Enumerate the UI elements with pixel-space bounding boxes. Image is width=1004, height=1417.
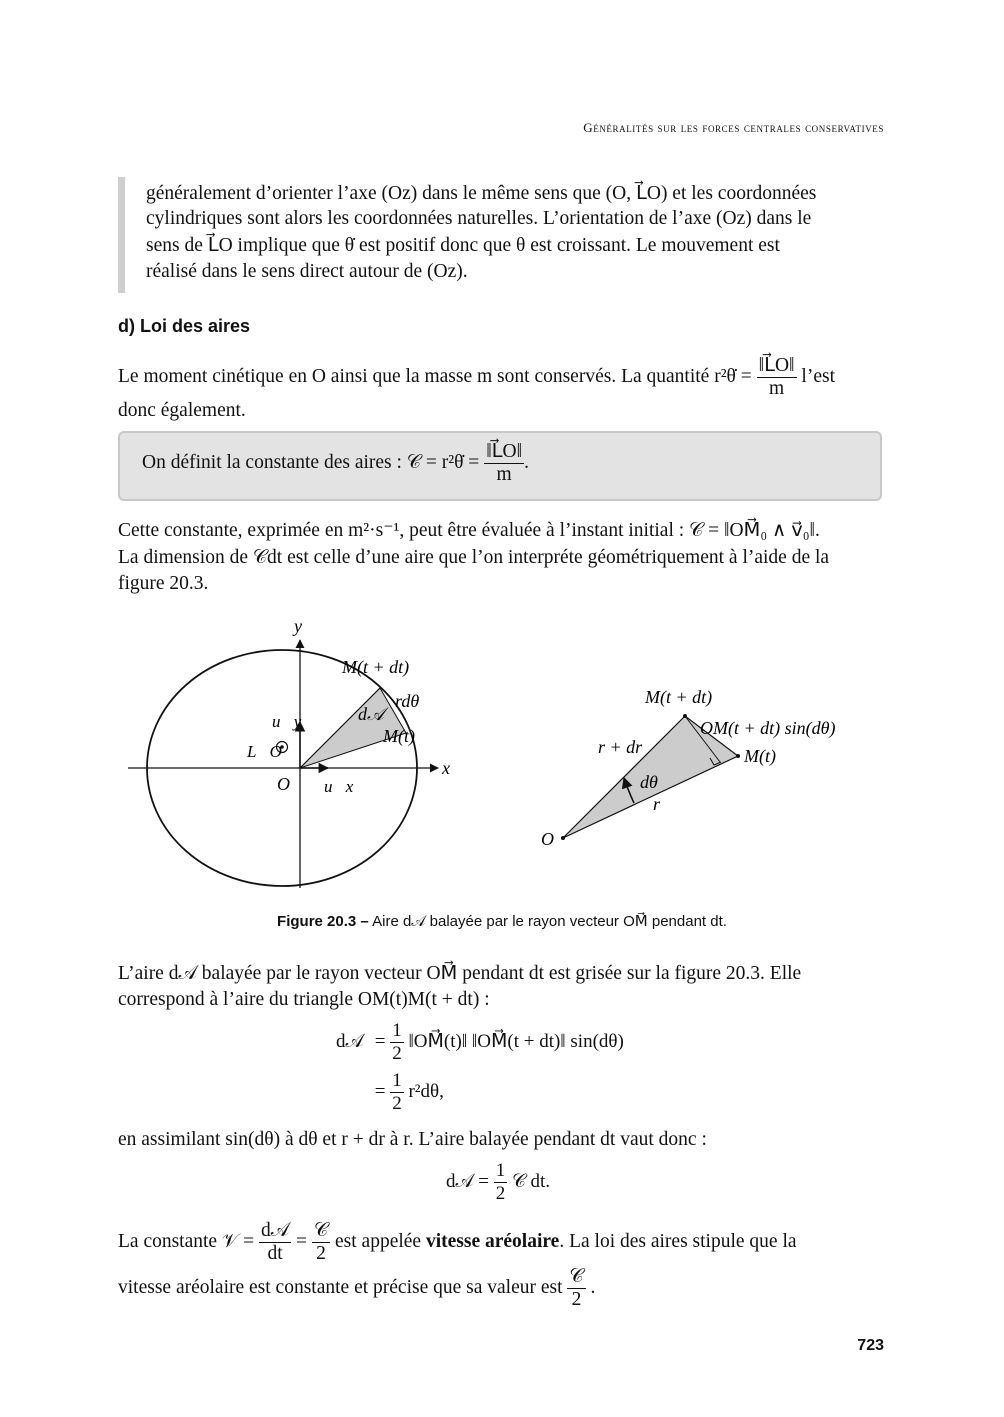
para5-line2-end: .: [590, 1276, 596, 1298]
frac-den: 2: [316, 1243, 326, 1264]
frac-num: 1: [495, 1160, 506, 1181]
label-dA: d𝒜: [358, 704, 385, 724]
label-m-t-right: M(t): [744, 746, 776, 766]
label-lo: L⃗O: [247, 742, 282, 761]
para5-end: . La loi des aires stipule que la: [559, 1230, 797, 1252]
para5-fraction1: [259, 1220, 291, 1265]
para5-middle: est appelée: [335, 1230, 422, 1252]
eq1-rhs1: ‖OM⃗(t)‖ ‖OM⃗(t + dt)‖ sin(dθ): [408, 1030, 624, 1052]
frac-den: 2: [392, 1043, 402, 1064]
para1-fraction: [757, 355, 797, 400]
equation1-line1: [336, 1020, 624, 1065]
para1-text: Le moment cinétique en O ainsi que la masse m sont conservés. La quantité r²θ̇ =: [118, 365, 752, 387]
label-r-plus-dr: r + dr: [598, 737, 643, 757]
quote-line: généralement d’orienter l’axe (Oz) dans le même sens que (O, L⃗O) et les coordonnées: [146, 183, 817, 204]
label-x: x: [442, 758, 450, 778]
para3-line: L’aire d𝒜 balayée par le rayon vecteur OM⃗ pendant dt est grisée sur la figure 20.3. Elle: [118, 963, 802, 984]
frac-num: ‖L⃗O‖: [758, 355, 795, 376]
definition-end: .: [524, 451, 529, 473]
label-m-t-dt: M(t + dt): [342, 657, 410, 677]
point-o: [561, 836, 565, 840]
definition-label: On définit la constante des aires : 𝒞 = r²θ̇ =: [142, 451, 480, 473]
label-rdtheta: rdθ: [395, 691, 420, 711]
para3-line: correspond à l’aire du triangle OM(t)M(t + dt) :: [118, 989, 490, 1010]
equation2: [446, 1160, 550, 1205]
label-uy: u⃗y: [272, 712, 302, 731]
para2-line: figure 20.3.: [118, 573, 209, 594]
para5-bold: vitesse aréolaire: [425, 1230, 560, 1252]
para5-fraction2: [312, 1220, 330, 1265]
frac-den: 2: [571, 1289, 582, 1310]
definition-box: [118, 431, 882, 501]
eq2-fraction: [494, 1160, 508, 1205]
para2-line: La dimension de 𝒞dt est celle d’une aire que l’on interpréte géométriquement à l’aide de la: [118, 547, 830, 568]
frac-num: 𝒞: [313, 1220, 329, 1241]
label-r: r: [653, 794, 661, 814]
equation1-line2: [336, 1070, 444, 1115]
para1-line1: [118, 355, 888, 400]
para2-line: Cette constante, exprimée en m²·s⁻¹, peut être évaluée à l’instant initial : 𝒞 = ‖OM⃗₀ ∧ v⃗₀‖.: [118, 520, 820, 541]
definition-fraction: [484, 441, 524, 486]
frac-num: ‖L⃗O‖: [486, 441, 523, 462]
eq1-fraction: [390, 1020, 404, 1065]
section-title: d) Loi des aires: [118, 316, 251, 336]
frac-num: d𝒜: [260, 1220, 290, 1241]
eq2-lhs: d𝒜 =: [446, 1170, 489, 1192]
eq2-rhs: 𝒞 dt.: [511, 1170, 551, 1192]
frac-num: 𝒞: [569, 1266, 584, 1287]
label-om-sin: OM(t + dt) sin(dθ): [700, 718, 836, 738]
label-origin: O: [277, 774, 290, 794]
para5-line2-text: vitesse aréolaire est constante et précise que sa valeur est: [118, 1276, 563, 1298]
label-o-right: O: [541, 829, 554, 849]
quote-line: cylindriques sont alors les coordonnées naturelles. L’orientation de l’axe (Oz) dans le: [146, 208, 812, 229]
para5-start: La constante 𝒱 =: [118, 1230, 255, 1252]
para5-eq: =: [296, 1230, 308, 1252]
eq1-equals: =: [374, 1030, 386, 1052]
frac-den: m: [769, 378, 785, 399]
para4-line: en assimilant sin(dθ) à dθ et r + dr à r. L’aire balayée pendant dt vaut donc :: [118, 1129, 707, 1150]
frac-den: m: [496, 464, 512, 485]
para1-line2: donc également.: [118, 400, 246, 421]
para5-fraction3: [567, 1266, 585, 1311]
eq1-equals: =: [374, 1080, 386, 1102]
caption-number: Figure 20.3: [277, 913, 357, 930]
frac-num: 1: [392, 1020, 402, 1041]
para5-line2: [118, 1266, 595, 1311]
caption-dash: –: [360, 913, 369, 930]
eq1-lhs: d𝒜: [336, 1030, 364, 1052]
quote-line: sens de L⃗O implique que θ̇ est positif donc que θ est croissant. Le mouvement est: [146, 235, 780, 256]
point-m-t-dt: [683, 714, 687, 718]
frac-num: 1: [392, 1070, 402, 1091]
page-number: 723: [857, 1337, 884, 1354]
running-header: Généralités sur les forces centrales conservatives: [583, 120, 884, 135]
figure-caption: [0, 912, 1004, 930]
definition-text: [142, 441, 529, 486]
point-m-t: [736, 754, 740, 758]
frac-den: 2: [392, 1093, 402, 1114]
quote-bar: [118, 177, 125, 293]
label-y: y: [294, 616, 302, 636]
eq1-rhs2: r²dθ,: [408, 1080, 444, 1102]
figure-20-3: [0, 600, 1004, 900]
para1-end: l’est: [801, 365, 835, 387]
frac-den: dt: [267, 1243, 283, 1264]
frac-den: 2: [495, 1183, 506, 1204]
eq1-fraction: [390, 1070, 404, 1115]
para5-line1: [118, 1220, 886, 1265]
label-ux: u⃗x: [324, 777, 354, 796]
caption-text: Aire d𝒜 balayée par le rayon vecteur OM⃗ pendant dt.: [372, 913, 727, 930]
label-m-t: M(t): [383, 726, 415, 746]
label-m-t-dt-right: M(t + dt): [645, 687, 713, 707]
label-dtheta: dθ: [640, 772, 658, 792]
quote-line: réalisé dans le sens direct autour de (Oz).: [146, 261, 468, 282]
